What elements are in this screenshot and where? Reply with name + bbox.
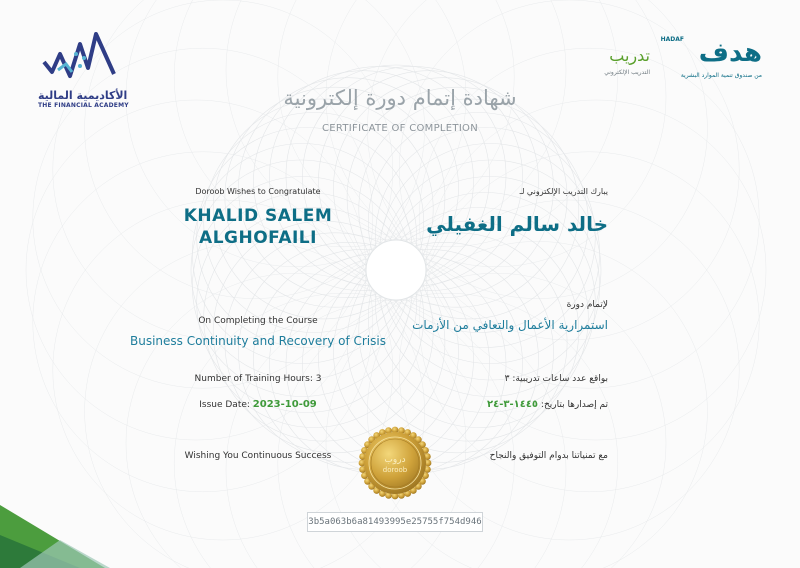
certificate-title-arabic: شهادة إتمام دورة إلكترونية [283,86,517,110]
hadaf-logo-text: هدف [698,38,762,68]
congratulate-label-english: Doroob Wishes to Congratulate [195,187,321,196]
doroob-logo-text: تدريب [609,46,650,65]
recipient-name-english-line2: ALGHOFAILI [199,228,317,248]
course-label-english: On Completing the Course [198,316,318,326]
training-hours-value: 3 [315,374,322,384]
training-hours-value-arabic: ٣ [504,374,510,384]
financial-academy-icon [40,28,118,84]
seal-english-text: doroob [382,466,408,474]
course-label-arabic: لإتمام دورة [566,300,608,310]
issue-date-label-arabic: تم إصدارها بتاريخ: [540,400,608,410]
congratulate-label-arabic: يبارك التدريب الإلكتروني لـ [519,187,608,196]
course-name-english: Business Continuity and Recovery of Crisis [130,334,386,348]
academy-arabic-name: الأكاديمية المالية [38,89,128,102]
training-hours-label: Number of Training Hours: [194,374,313,384]
recipient-name-arabic: خالد سالم الغفيلي [426,212,608,236]
doroob-subtitle: التدريب الإلكتروني [604,69,650,76]
seal-arabic-text: دروب [384,455,406,465]
course-name-arabic: استمرارية الأعمال والتعافي من الأزمات [412,318,608,332]
hadaf-doroob-logos [586,36,762,86]
training-hours-label-arabic: بواقع عدد ساعات تدريبية: [512,374,608,384]
issue-date-label: Issue Date: [199,400,250,410]
issue-date-arabic [288,399,608,410]
closing-wish-english: Wishing You Continuous Success [184,451,332,461]
hadaf-english-label: HADAF [660,36,684,43]
closing-wish-arabic: مع تمنياتنا بدوام التوفيق والنجاح [489,451,608,461]
recipient-name-english-line1: KHALID SALEM [183,206,333,226]
hadaf-subtitle: من صندوق تنمية الموارد البشرية [680,72,762,79]
issue-date-value-arabic: ١٤٤٥-٣-٢٤ [486,399,539,410]
gold-seal [357,425,433,501]
issue-date-value: 2023-10-09 [252,399,317,410]
verification-code[interactable]: 3b5a063b6a81493995e25755f754d946 [307,512,483,532]
training-hours-arabic [288,374,608,384]
certificate-title-english: CERTIFICATE OF COMPLETION [321,123,479,134]
academy-english-name: THE FINANCIAL ACADEMY [38,102,129,109]
